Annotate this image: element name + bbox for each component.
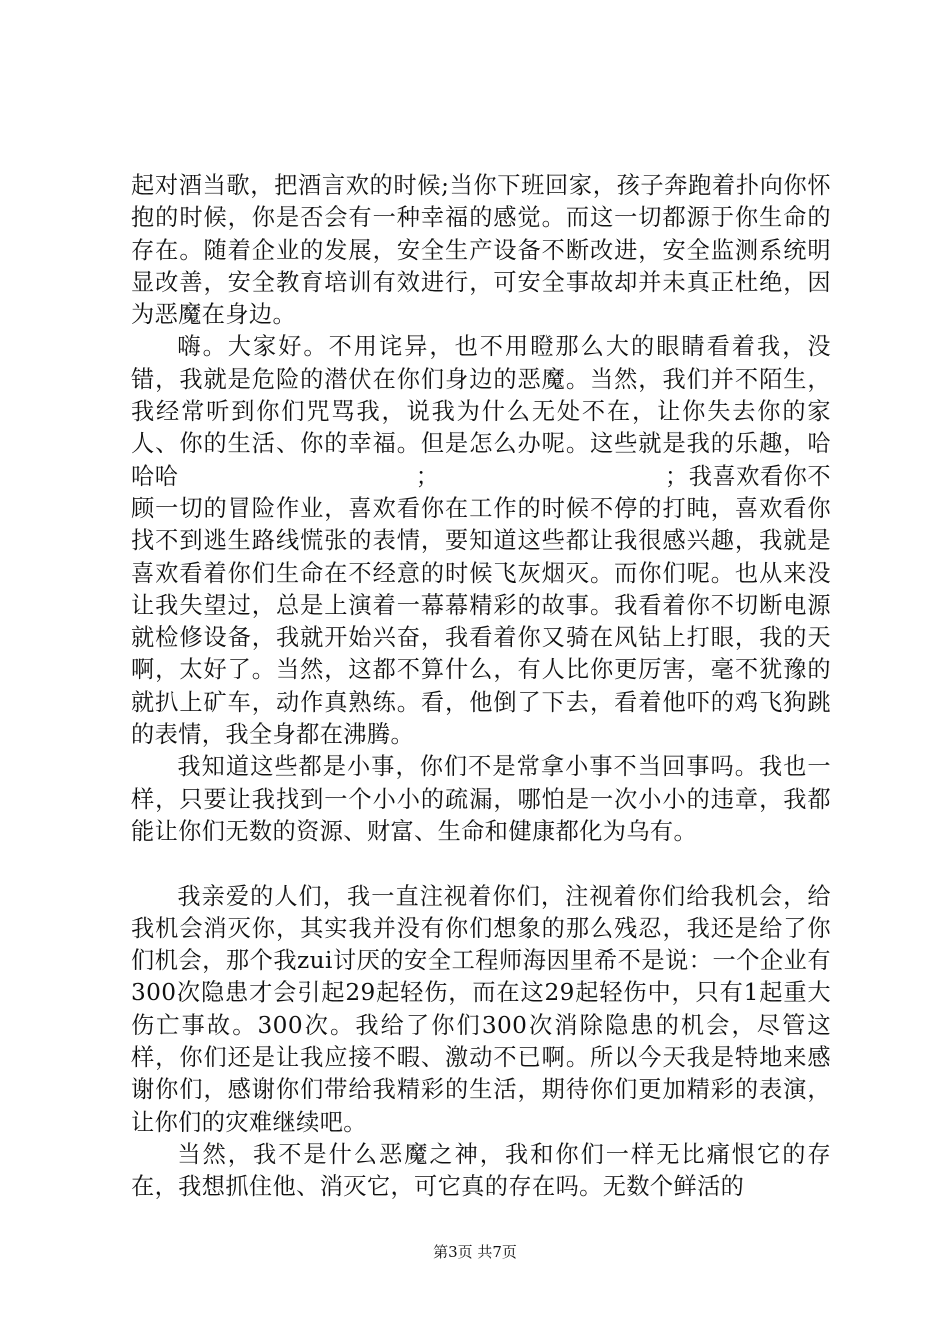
paragraph-5: 当然，我不是什么恶魔之神，我和你们一样无比痛恨它的存在，我想抓住他、消灭它，可它真的存在吗。无数个鲜活的 [131,1140,831,1201]
paragraph-spacer [131,848,831,880]
document-body [131,170,831,1204]
paragraph-2: 嗨。大家好。不用诧异，也不用瞪那么大的眼睛看着我，没错，我就是危险的潜伏在你们身边的恶魔。当然，我们并不陌生，我经常听到你们咒骂我，说我为什么无处不在，让你失去你的家人、你的生活、你的幸福。但是怎么办呢。这些就是我的乐趣，哈哈哈 ； ；我喜欢看你不顾一切的冒险作业，喜欢看你在工作的时候不停的打盹，喜欢看你找不到逃生路线慌张的表情，要知道这些都让我很感兴趣，我就是喜欢看着你们生命在不经意的时候飞灰烟灭。而你们呢。也从来没让我失望过，总是上演着一幕幕精彩的故事。我看着你不切断电源就检修设备，我就开始兴奋，我看着你又骑在风钻上打眼，我的天啊，太好了。当然，这都不算什么，有人比你更厉害，毫不犹豫的就扒上矿车，动作真熟练。看，他倒了下去，看着他吓的鸡飞狗跳的表情，我全身都在沸腾。 [131,333,831,749]
paragraph-1: 起对酒当歌，把酒言欢的时候;当你下班回家，孩子奔跑着扑向你怀抱的时候，你是否会有一种幸福的感觉。而这一切都源于你生命的存在。随着企业的发展，安全生产设备不断改进，安全监测系统明显改善，安全教育培训有效进行，可安全事故却并未真正杜绝，因为恶魔在身边。 [131,172,831,329]
paragraph-4: 我亲爱的人们，我一直注视着你们，注视着你们给我机会，给我机会消灭你，其实我并没有你们想象的那么残忍，我还是给了你们机会，那个我zui讨厌的安全工程师海因里希不是说：一个企业有300次隐患才会引起29起轻伤，而在这29起轻伤中，只有1起重大伤亡事故。300次。我给了你们300次消除隐患的机会，尽管这样，你们还是让我应接不暇、激动不已啊。所以今天我是特地来感谢你们，感谢你们带给我精彩的生活，期待你们更加精彩的表演，让你们的灾难继续吧。 [131,882,831,1136]
page-number-footer: 第3页 共7页 [433,1243,517,1261]
paragraph-3: 我知道这些都是小事，你们不是常拿小事不当回事吗。我也一样，只要让我找到一个小小的疏漏，哪怕是一次小小的违章，我都能让你们无数的资源、财富、生命和健康都化为乌有。 [131,753,831,845]
